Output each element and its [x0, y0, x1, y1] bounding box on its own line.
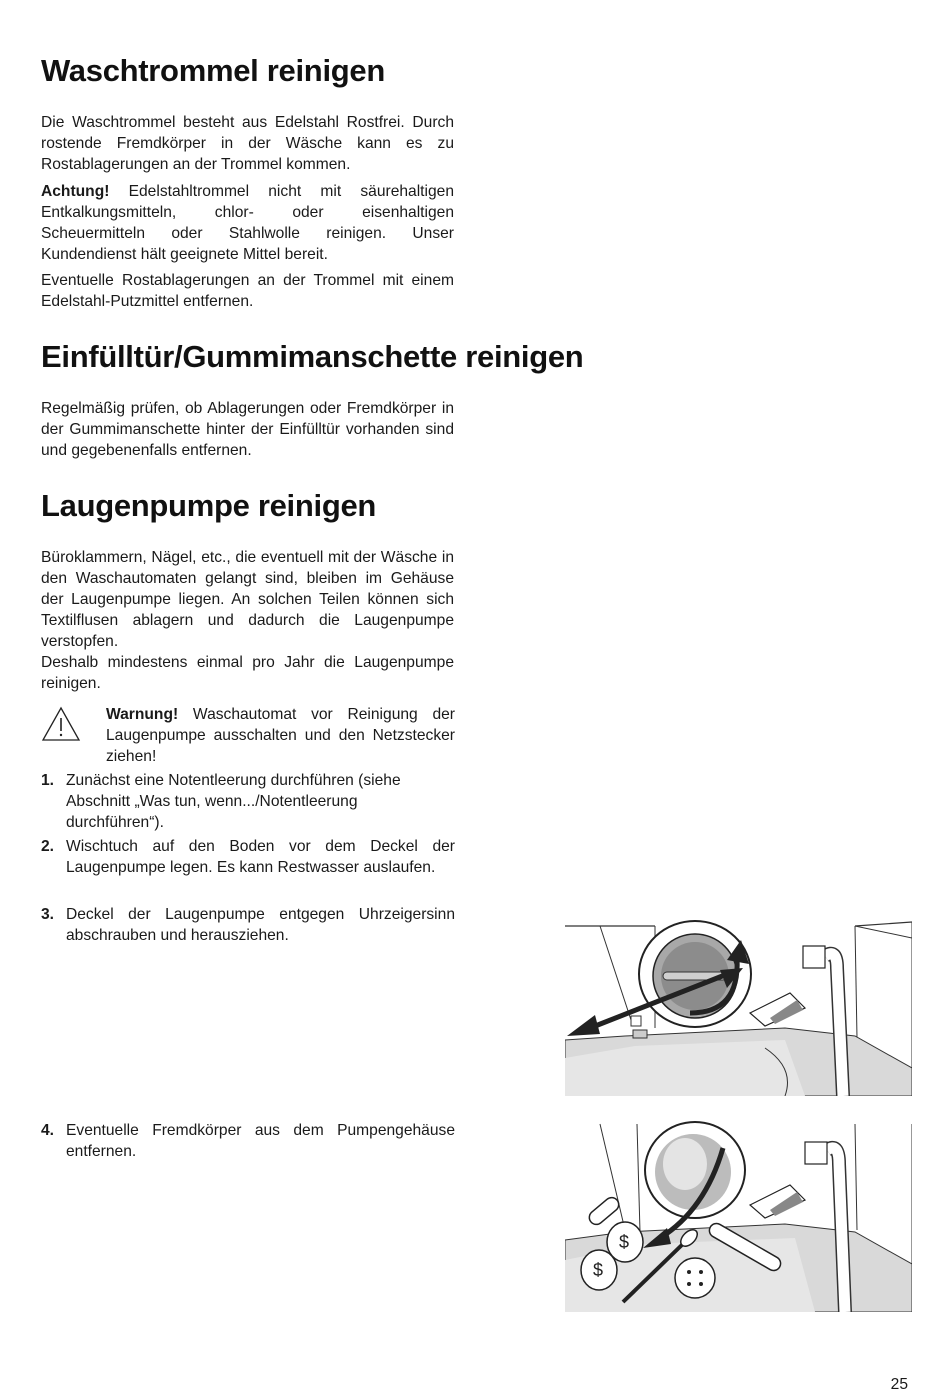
step-number: 3.	[41, 906, 55, 923]
step-1	[41, 770, 455, 833]
svg-text:$: $	[593, 1260, 604, 1280]
door-paragraph-1: Regelmäßig prüfen, ob Ablagerungen oder Fremdkörper in der Gummimanschette hinter der Einfülltür vorhanden sind und gegebenenfalls entfernen.	[41, 400, 454, 459]
warning-text	[106, 704, 455, 767]
pump-paragraph-1: Büroklammern, Nägel, etc., die eventuell mit der Wäsche in den Waschautomaten gelangt sind, bleiben im Gehäuse der Laugenpumpe liegen. An solchen Teilen können sich Textilflusen ablagern und dadurch die Laugenpumpe verstopfen.	[41, 549, 454, 650]
pump-cover-removal-illustration	[565, 918, 912, 1096]
achtung-label: Achtung!	[41, 183, 110, 200]
step-text: Eventuelle Fremdkörper aus dem Pumpengehäuse entfernen.	[66, 1122, 455, 1160]
step-3	[41, 904, 455, 946]
step-text: Wischtuch auf den Boden vor dem Deckel der Laugenpumpe legen. Es kann Restwasser auslaufen.	[66, 838, 455, 876]
heading-waschtrommel: Waschtrommel reinigen	[41, 53, 385, 88]
step-4	[41, 1120, 455, 1162]
step-number: 1.	[41, 772, 55, 789]
heading-laugenpumpe: Laugenpumpe reinigen	[41, 488, 377, 523]
page-number: 25	[890, 1376, 908, 1393]
drum-paragraph-2-text: Edelstahltrommel nicht mit säurehaltigen Entkalkungsmitteln, chlor- oder eisenhaltigen Scheuermitteln oder Stahlwolle reinigen. Unser Kundendienst hält geeignete Mittel bereit.	[41, 183, 454, 263]
foreign-objects-illustration	[565, 1120, 912, 1312]
step-text: Zunächst eine Notentleerung durchführen (siehe Abschnitt „Was tun, wenn.../Notentleerung durchführen“).	[66, 772, 401, 831]
pump-paragraph-2: Deshalb mindestens einmal pro Jahr die Laugenpumpe reinigen.	[41, 654, 454, 692]
drum-paragraph-1: Die Waschtrommel besteht aus Edelstahl Rostfrei. Durch rostende Fremdkörper in der Wäsche kann es zu Rostablagerungen an der Trommel kommen.	[41, 114, 454, 173]
drum-paragraph-2	[41, 181, 454, 265]
svg-text:$: $	[619, 1232, 630, 1252]
step-text: Deckel der Laugenpumpe entgegen Uhrzeigersinn abschrauben und herausziehen.	[66, 906, 455, 944]
step-number: 4.	[41, 1122, 55, 1139]
warning-label: Warnung!	[106, 706, 179, 723]
drum-paragraph-3: Eventuelle Rostablagerungen an der Trommel mit einem Edelstahl-Putzmittel entfernen.	[41, 272, 454, 310]
step-number: 2.	[41, 838, 55, 855]
warning-body: Waschautomat vor Reinigung der Laugenpumpe ausschalten und den Netzstecker ziehen!	[106, 706, 455, 765]
warning-triangle-icon	[41, 706, 81, 742]
heading-einfuelltuer: Einfülltür/Gummimanschette reinigen	[41, 339, 584, 374]
step-2	[41, 836, 455, 878]
